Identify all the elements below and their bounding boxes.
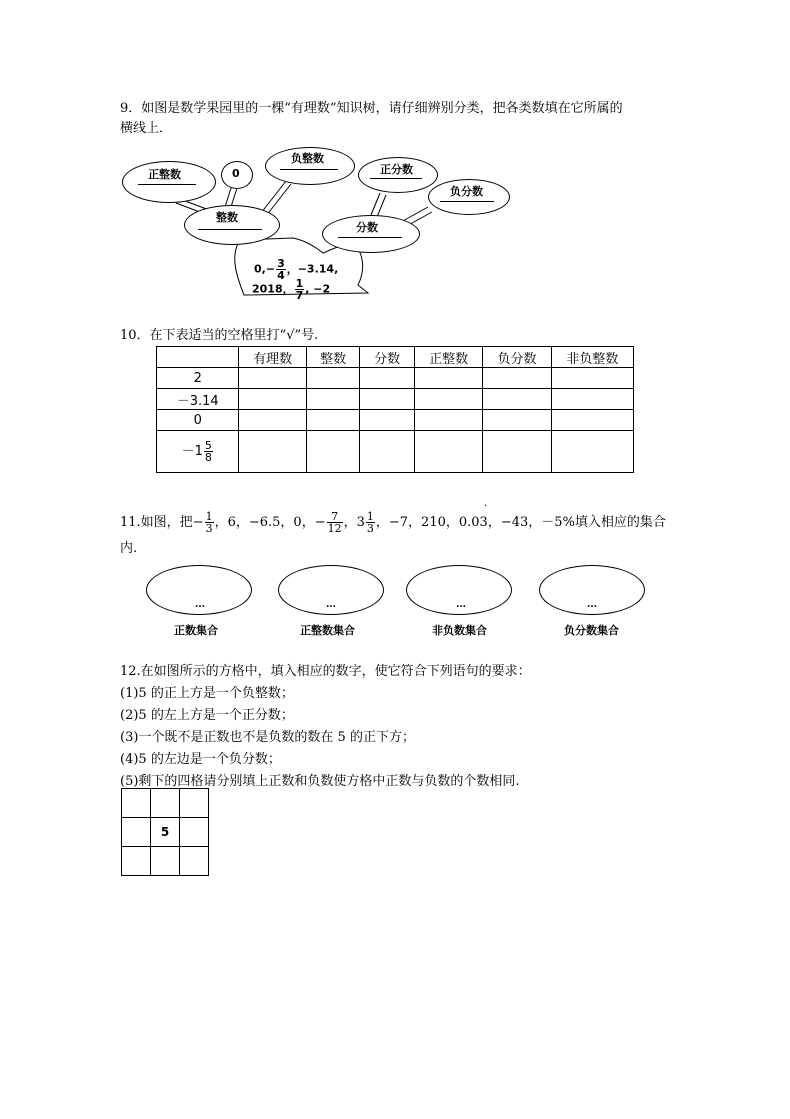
answer-cell[interactable]: [306, 368, 360, 389]
set-label-negative-fraction: 负分数集合: [564, 624, 619, 637]
grid-cell[interactable]: [122, 847, 151, 876]
grid-cell[interactable]: [180, 789, 209, 818]
tree-numbers-line1: 0,− $\frac{3}{4}$ ，−3.14,: [254, 257, 339, 282]
answer-cell[interactable]: [414, 431, 482, 473]
answer-cell[interactable]: [360, 410, 415, 431]
answer-cell[interactable]: [483, 410, 551, 431]
header-cell: 整数: [306, 347, 360, 368]
grid-cell[interactable]: [151, 789, 180, 818]
table-row: [157, 368, 634, 389]
label-positive-integer: 正整数: [148, 168, 181, 181]
header-cell: [157, 347, 239, 368]
q12-item: (1)5 的正上方是一个负整数；: [120, 686, 294, 701]
label-zero: 0: [232, 167, 240, 180]
grid-cell[interactable]: [122, 789, 151, 818]
number-minus-2: , −2: [305, 282, 331, 296]
q12-item: (4)5 的左边是一个负分数；: [120, 752, 281, 767]
q12-title: 12.在如图所示的方格中，填入相应的数字，使它符合下列语句的要求：: [120, 664, 531, 679]
tree-numbers-line2: [252, 278, 330, 301]
q12-item: (3)一个既不是正数也不是负数的数在 5 的正下方；: [120, 730, 415, 745]
label-negative-integer: 负整数: [291, 152, 324, 165]
fraction-seven-twelfths: $\frac{7}{12}$: [327, 510, 342, 535]
q11-text-line2: 内.: [120, 541, 138, 556]
set-ellipsis: …: [326, 599, 336, 610]
blank-negative-integer[interactable]: [280, 169, 338, 170]
answer-cell[interactable]: [360, 431, 415, 473]
blank-fraction[interactable]: [338, 237, 402, 238]
table-header-row: [157, 347, 634, 368]
header-cell: 负分数: [483, 347, 551, 368]
set-ellipsis: …: [587, 599, 597, 610]
grid-cell[interactable]: [151, 847, 180, 876]
answer-cell[interactable]: [483, 368, 551, 389]
header-cell: 正整数: [414, 347, 482, 368]
set-ellipsis: …: [456, 599, 466, 610]
blank-negative-fraction[interactable]: [440, 201, 494, 202]
answer-cell[interactable]: [483, 431, 551, 473]
answer-cell[interactable]: [483, 389, 551, 410]
q9-text-line1: 9．如图是数学果园里的一棵“有理数”知识树，请仔细辨别分类，把各类数填在它所属的: [120, 101, 623, 116]
answer-cell[interactable]: [239, 389, 306, 410]
repeating-dot: ·: [484, 501, 488, 512]
number-minus-3-14: ，−3.14,: [286, 262, 339, 276]
answer-cell[interactable]: [551, 431, 633, 473]
header-cell: 有理数: [239, 347, 306, 368]
answer-cell[interactable]: [360, 389, 415, 410]
label-fraction: 分数: [356, 221, 378, 234]
row-label-mixed-fraction: －1 $\frac{5}{8}$: [157, 431, 239, 473]
number-grid: [121, 788, 209, 876]
q12-item: (2)5 的左上方是一个正分数；: [120, 708, 294, 723]
answer-cell[interactable]: [414, 389, 482, 410]
answer-cell[interactable]: [306, 389, 360, 410]
header-cell: 非负整数: [551, 347, 633, 368]
number-2018: 2018，: [252, 282, 294, 296]
answer-cell[interactable]: [360, 368, 415, 389]
answer-cell[interactable]: [306, 431, 360, 473]
checkmark-table: [156, 346, 634, 473]
label-positive-fraction: 正分数: [380, 163, 413, 176]
grid-cell[interactable]: [180, 847, 209, 876]
blank-integer[interactable]: [198, 229, 262, 230]
answer-cell[interactable]: [551, 410, 633, 431]
header-cell: 分数: [360, 347, 415, 368]
blank-positive-integer[interactable]: [138, 184, 196, 185]
answer-cell[interactable]: [551, 368, 633, 389]
row-label: －3.14: [157, 389, 239, 410]
table-row: [157, 389, 634, 410]
q11-text-line1: 11.如图，把− $\frac{1}{3}$ ，6，−6.5，0，− $\frac{7}{12}$ ，3 $\frac{1}{3}$ ，−7，210，0.03，−43，－5%填入相应的集合: [120, 510, 666, 535]
answer-cell[interactable]: [239, 410, 306, 431]
row-label: 2: [157, 368, 239, 389]
answer-cell[interactable]: [414, 410, 482, 431]
answer-cell[interactable]: [239, 368, 306, 389]
label-integer: 整数: [216, 211, 238, 224]
q10-title: 10．在下表适当的空格里打“√”号.: [120, 328, 319, 343]
fraction-one-third: $\frac{1}{3}$: [205, 510, 213, 535]
set-label-positive: 正数集合: [174, 624, 218, 637]
fraction-three-quarters: $\frac{3}{4}$: [277, 257, 285, 282]
table-row: [157, 431, 634, 473]
label-negative-fraction: 负分数: [450, 185, 483, 198]
grid-cell-center: 5: [151, 818, 180, 847]
answer-cell[interactable]: [239, 431, 306, 473]
set-label-non-negative: 非负数集合: [432, 624, 487, 637]
row-label: 0: [157, 410, 239, 431]
grid-cell[interactable]: [180, 818, 209, 847]
q9-text-line2: 横线上．: [120, 121, 173, 136]
number-zero: 0,: [254, 262, 266, 276]
grid-cell[interactable]: [122, 818, 151, 847]
fraction-one-seventh: $\frac{1}{7}$: [295, 277, 304, 302]
q12-item: (5)剩下的四格请分别填上正数和负数使方格中正数与负数的个数相同.: [120, 774, 520, 789]
answer-cell[interactable]: [306, 410, 360, 431]
answer-cell[interactable]: [551, 389, 633, 410]
knowledge-tree: [118, 145, 518, 305]
table-row: [157, 410, 634, 431]
set-label-positive-integer: 正整数集合: [300, 624, 355, 637]
set-ellipsis: …: [195, 599, 205, 610]
blank-positive-fraction[interactable]: [370, 178, 422, 179]
answer-cell[interactable]: [414, 368, 482, 389]
fraction-one-third-mixed: $\frac{1}{3}$: [366, 510, 374, 535]
